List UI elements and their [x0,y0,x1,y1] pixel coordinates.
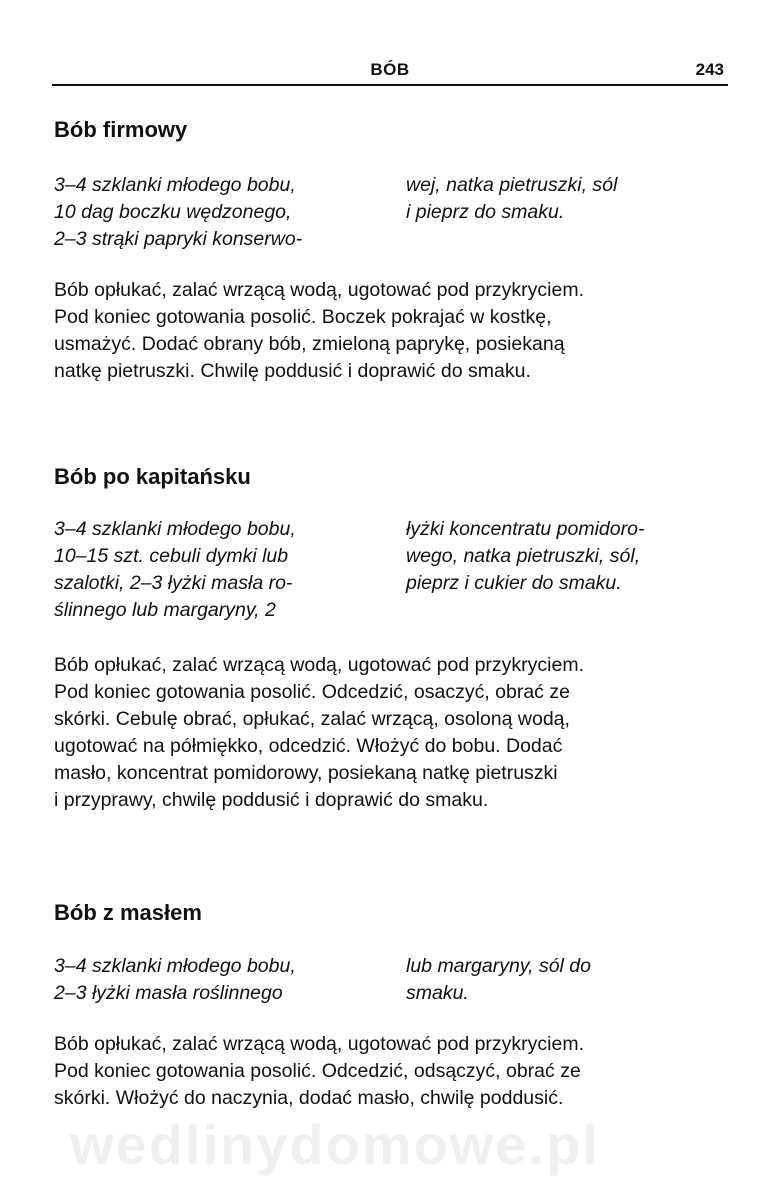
running-title: BÓB [370,60,410,79]
recipe-bob-firmowy [54,116,726,385]
method-line: Bób opłukać, zalać wrzącą wodą, ugotować pod przykryciem. [54,1033,585,1055]
method-line: Pod koniec gotowania posolić. Odcedzić, odsączyć, obrać ze [54,1060,581,1082]
recipe-bob-z-maslem [54,899,726,1112]
ingredient-line: smaku. [406,982,469,1004]
method-line: masło, koncentrat pomidorowy, posiekaną natkę pietruszki [54,762,558,784]
page-number: 243 [695,60,724,79]
page-header [52,58,728,86]
method-line: Pod koniec gotowania posolić. Boczek pokrajać w kostkę, [54,306,552,328]
method-line: Bób opłukać, zalać wrzącą wodą, ugotować pod przykryciem. [54,654,585,676]
ingredient-line: lub margaryny, sól do [406,955,591,977]
method-line: skórki. Cebulę obrać, opłukać, zalać wrzącą, osoloną wodą, [54,708,570,730]
method-text [54,1031,726,1112]
ingredient-line: i pieprz do smaku. [406,201,565,223]
ingredient-line: łyżki koncentratu pomidoro- [406,518,645,540]
ingredients-right-column [406,516,726,624]
ingredients-left-column [54,516,374,624]
method-text [54,277,726,385]
method-line: usmażyć. Dodać obrany bób, zmieloną paprykę, posiekaną [54,333,565,355]
ingredient-line: pieprz i cukier do smaku. [406,572,622,594]
recipe-title: Bób z masłem [54,900,202,925]
ingredient-line: szalotki, 2–3 łyżki masła ro- [54,572,293,594]
method-line: Pod koniec gotowania posolić. Odcedzić, osaczyć, obrać ze [54,681,570,703]
ingredient-line: 3–4 szklanki młodego bobu, [54,174,296,196]
ingredient-line: 3–4 szklanki młodego bobu, [54,518,296,540]
ingredient-line: 2–3 łyżki masła roślinnego [54,982,283,1004]
ingredient-line: wego, natka pietruszki, sól, [406,545,641,567]
ingredients [54,516,726,624]
ingredient-line: 2–3 strąki papryki konserwo- [54,228,303,250]
ingredient-line: ślinnego lub margaryny, 2 [54,599,276,621]
ingredients-right-column [406,953,726,1007]
method-line: Bób opłukać, zalać wrzącą wodą, ugotować pod przykryciem. [54,279,585,301]
recipe-title: Bób po kapitańsku [54,464,251,489]
ingredients-left-column [54,172,374,253]
ingredients [54,172,726,253]
ingredient-line: 10 dag boczku wędzonego, [54,201,292,223]
ingredient-line: wej, natka pietruszki, sól [406,174,618,196]
ingredients-left-column [54,953,374,1007]
ingredients-right-column [406,172,726,253]
watermark: wedlinydomowe.pl [70,1113,600,1176]
method-text [54,652,726,814]
recipe-bob-po-kapitansku [54,463,726,814]
method-line: ugotować na półmiękko, odcedzić. Włożyć do bobu. Dodać [54,735,563,757]
ingredients [54,953,726,1007]
method-line: skórki. Włożyć do naczynia, dodać masło, chwilę poddusić. [54,1087,564,1109]
method-line: natkę pietruszki. Chwilę poddusić i doprawić do smaku. [54,360,531,382]
method-line: i przyprawy, chwilę poddusić i doprawić do smaku. [54,789,489,811]
ingredient-line: 3–4 szklanki młodego bobu, [54,955,296,977]
recipe-title: Bób firmowy [54,117,188,142]
ingredient-line: 10–15 szt. cebuli dymki lub [54,545,289,567]
